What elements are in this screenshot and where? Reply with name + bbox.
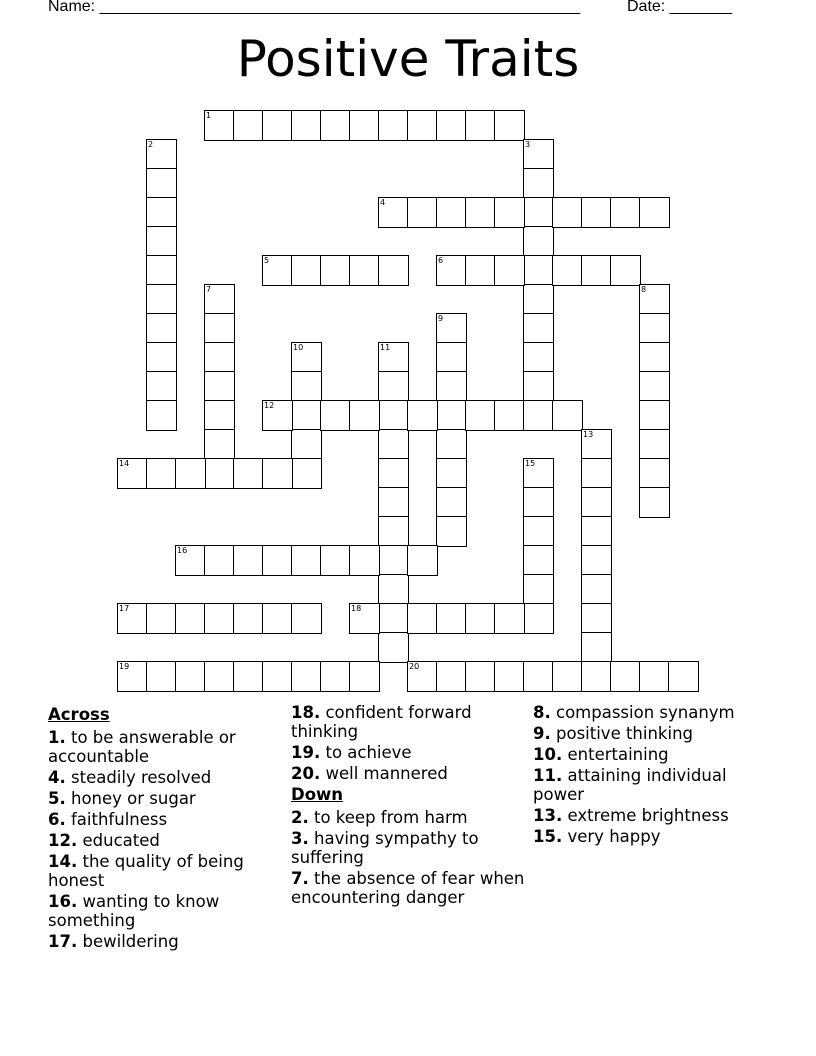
grid-cell[interactable] bbox=[146, 197, 177, 228]
grid-cell[interactable] bbox=[639, 197, 670, 228]
grid-cell[interactable] bbox=[146, 226, 177, 257]
clue-number: 20. bbox=[291, 764, 321, 783]
grid-cell[interactable] bbox=[465, 110, 496, 141]
clue-number: 13. bbox=[533, 806, 563, 825]
grid-cell[interactable] bbox=[523, 197, 554, 228]
grid-cell[interactable] bbox=[494, 603, 525, 634]
cell-number: 18 bbox=[351, 604, 362, 613]
clue-across-20 bbox=[291, 764, 529, 783]
grid-cell[interactable] bbox=[407, 197, 438, 228]
clue-text: the quality of being honest bbox=[48, 852, 244, 890]
clue-text: entertaining bbox=[567, 745, 669, 764]
grid-cell[interactable] bbox=[552, 255, 583, 286]
grid-cell[interactable] bbox=[378, 110, 409, 141]
clue-down-2 bbox=[291, 808, 529, 827]
clue-text: positive thinking bbox=[556, 724, 694, 743]
down-heading: Down bbox=[291, 785, 344, 804]
grid-cell[interactable] bbox=[262, 458, 293, 489]
grid-cell[interactable] bbox=[523, 284, 554, 315]
grid-cell[interactable] bbox=[378, 516, 409, 547]
grid-cell[interactable] bbox=[378, 197, 409, 228]
grid-cell[interactable] bbox=[349, 110, 380, 141]
cell-number: 1 bbox=[206, 111, 212, 120]
clue-across-1 bbox=[48, 728, 286, 766]
cell-number: 9 bbox=[438, 314, 444, 323]
grid-cell[interactable] bbox=[291, 661, 322, 692]
grid-cell[interactable] bbox=[117, 603, 148, 634]
grid-cell[interactable] bbox=[349, 545, 380, 576]
grid-cell[interactable] bbox=[233, 545, 264, 576]
clue-number: 17. bbox=[48, 932, 78, 951]
grid-cell[interactable] bbox=[175, 545, 206, 576]
cell-number: 11 bbox=[380, 343, 391, 352]
grid-cell[interactable] bbox=[436, 110, 467, 141]
grid-cell[interactable] bbox=[436, 400, 467, 431]
grid-cell[interactable] bbox=[291, 458, 322, 489]
grid-cell[interactable] bbox=[494, 110, 525, 141]
clue-across-5 bbox=[48, 789, 286, 808]
grid-cell[interactable] bbox=[407, 400, 438, 431]
grid-cell[interactable] bbox=[581, 545, 612, 576]
clue-across-4 bbox=[48, 768, 286, 787]
grid-cell[interactable] bbox=[523, 400, 554, 431]
clue-across-14 bbox=[48, 852, 286, 890]
clue-down-13 bbox=[533, 806, 771, 825]
grid-cell[interactable] bbox=[581, 661, 612, 692]
grid-cell[interactable] bbox=[552, 197, 583, 228]
grid-cell[interactable] bbox=[610, 661, 641, 692]
clue-number: 9. bbox=[533, 724, 551, 743]
cell-number: 14 bbox=[119, 459, 130, 468]
grid-cell[interactable] bbox=[523, 661, 554, 692]
cell-number: 8 bbox=[641, 285, 647, 294]
grid-cell[interactable] bbox=[378, 371, 409, 402]
cell-number: 16 bbox=[177, 546, 188, 555]
grid-cell[interactable] bbox=[378, 487, 409, 518]
grid-cell[interactable] bbox=[146, 168, 177, 199]
grid-cell[interactable] bbox=[262, 255, 293, 286]
grid-cell[interactable] bbox=[378, 545, 409, 576]
clue-text: extreme brightness bbox=[567, 806, 729, 825]
grid-cell[interactable] bbox=[291, 429, 322, 460]
clue-column-3 bbox=[533, 703, 771, 848]
grid-cell[interactable] bbox=[349, 255, 380, 286]
clue-across-12 bbox=[48, 831, 286, 850]
grid-cell[interactable] bbox=[523, 168, 554, 199]
clue-number: 18. bbox=[291, 703, 321, 722]
grid-cell[interactable] bbox=[320, 255, 351, 286]
grid-cell[interactable] bbox=[117, 661, 148, 692]
grid-cell[interactable] bbox=[204, 458, 235, 489]
clue-text: to be answerable or accountable bbox=[48, 728, 236, 766]
grid-cell[interactable] bbox=[465, 661, 496, 692]
clue-down-15 bbox=[533, 827, 771, 846]
clue-number: 14. bbox=[48, 852, 78, 871]
grid-cell[interactable] bbox=[407, 603, 438, 634]
clue-text: to achieve bbox=[325, 743, 412, 762]
grid-cell[interactable] bbox=[668, 661, 699, 692]
grid-cell[interactable] bbox=[494, 661, 525, 692]
grid-cell[interactable] bbox=[204, 110, 235, 141]
cell-number: 3 bbox=[525, 140, 531, 149]
grid-cell[interactable] bbox=[378, 458, 409, 489]
grid-cell[interactable] bbox=[262, 603, 293, 634]
grid-cell[interactable] bbox=[146, 284, 177, 315]
clue-number: 19. bbox=[291, 743, 321, 762]
clue-text: steadily resolved bbox=[71, 768, 212, 787]
cell-number: 2 bbox=[148, 140, 154, 149]
clue-number: 11. bbox=[533, 766, 563, 785]
grid-cell[interactable] bbox=[262, 400, 293, 431]
grid-cell[interactable] bbox=[291, 342, 322, 373]
grid-cell[interactable] bbox=[465, 255, 496, 286]
grid-cell[interactable] bbox=[552, 400, 583, 431]
grid-cell[interactable] bbox=[378, 255, 409, 286]
cell-number: 6 bbox=[438, 256, 444, 265]
grid-cell[interactable] bbox=[465, 197, 496, 228]
grid-cell[interactable] bbox=[204, 342, 235, 373]
grid-cell[interactable] bbox=[436, 313, 467, 344]
grid-cell[interactable] bbox=[175, 458, 206, 489]
grid-cell[interactable] bbox=[436, 429, 467, 460]
clue-text: honey or sugar bbox=[71, 789, 196, 808]
grid-cell[interactable] bbox=[523, 516, 554, 547]
grid-cell[interactable] bbox=[320, 661, 351, 692]
grid-cell[interactable] bbox=[175, 603, 206, 634]
grid-cell[interactable] bbox=[291, 545, 322, 576]
grid-cell[interactable] bbox=[349, 400, 380, 431]
clue-number: 7. bbox=[291, 869, 309, 888]
cell-number: 15 bbox=[525, 459, 536, 468]
clue-text: very happy bbox=[567, 827, 661, 846]
cell-number: 19 bbox=[119, 662, 130, 671]
grid-cell[interactable] bbox=[523, 487, 554, 518]
clue-down-3 bbox=[291, 829, 529, 867]
grid-cell[interactable] bbox=[581, 632, 612, 663]
grid-cell[interactable] bbox=[407, 110, 438, 141]
page-title: Positive Traits bbox=[236, 30, 580, 88]
grid-cell[interactable] bbox=[581, 458, 612, 489]
grid-cell[interactable] bbox=[146, 603, 177, 634]
grid-cell[interactable] bbox=[436, 603, 467, 634]
clue-number: 3. bbox=[291, 829, 309, 848]
grid-cell[interactable] bbox=[639, 342, 670, 373]
grid-cell[interactable] bbox=[146, 400, 177, 431]
clue-down-9 bbox=[533, 724, 771, 743]
clue-column-2 bbox=[291, 703, 529, 909]
clue-number: 12. bbox=[48, 831, 78, 850]
grid-cell[interactable] bbox=[436, 661, 467, 692]
grid-cell[interactable] bbox=[581, 516, 612, 547]
cell-number: 17 bbox=[119, 604, 130, 613]
grid-cell[interactable] bbox=[436, 458, 467, 489]
grid-cell[interactable] bbox=[436, 255, 467, 286]
grid-cell[interactable] bbox=[262, 110, 293, 141]
across-heading: Across bbox=[48, 705, 110, 724]
clue-number: 8. bbox=[533, 703, 551, 722]
grid-cell[interactable] bbox=[494, 400, 525, 431]
cell-number: 20 bbox=[409, 662, 420, 671]
clue-across-18 bbox=[291, 703, 529, 741]
grid-cell[interactable] bbox=[523, 313, 554, 344]
grid-cell[interactable] bbox=[204, 603, 235, 634]
grid-cell[interactable] bbox=[320, 110, 351, 141]
grid-cell[interactable] bbox=[436, 516, 467, 547]
grid-cell[interactable] bbox=[233, 603, 264, 634]
grid-cell[interactable] bbox=[494, 197, 525, 228]
cell-number: 13 bbox=[583, 430, 594, 439]
grid-cell[interactable] bbox=[523, 574, 554, 605]
grid-cell[interactable] bbox=[523, 255, 554, 286]
clue-across-17 bbox=[48, 932, 286, 951]
grid-cell[interactable] bbox=[639, 400, 670, 431]
grid-cell[interactable] bbox=[204, 400, 235, 431]
grid-cell[interactable] bbox=[320, 400, 351, 431]
grid-cell[interactable] bbox=[639, 371, 670, 402]
grid-cell[interactable] bbox=[523, 458, 554, 489]
grid-cell[interactable] bbox=[204, 661, 235, 692]
grid-cell[interactable] bbox=[146, 458, 177, 489]
grid-cell[interactable] bbox=[378, 342, 409, 373]
grid-cell[interactable] bbox=[436, 197, 467, 228]
grid-cell[interactable] bbox=[436, 371, 467, 402]
clue-across-19 bbox=[291, 743, 529, 762]
clue-number: 4. bbox=[48, 768, 66, 787]
grid-cell[interactable] bbox=[639, 458, 670, 489]
clue-text: wanting to know something bbox=[48, 892, 220, 930]
grid-cell[interactable] bbox=[204, 284, 235, 315]
name-field[interactable]: Name: ______________________________________________________ bbox=[48, 0, 581, 15]
grid-cell[interactable] bbox=[291, 255, 322, 286]
grid-cell[interactable] bbox=[378, 632, 409, 663]
grid-cell[interactable] bbox=[204, 545, 235, 576]
grid-cell[interactable] bbox=[262, 545, 293, 576]
cell-number: 7 bbox=[206, 285, 212, 294]
grid-cell[interactable] bbox=[262, 661, 293, 692]
grid-cell[interactable] bbox=[146, 661, 177, 692]
cell-number: 4 bbox=[380, 198, 386, 207]
clue-number: 6. bbox=[48, 810, 66, 829]
grid-cell[interactable] bbox=[581, 574, 612, 605]
grid-cell[interactable] bbox=[610, 255, 641, 286]
grid-cell[interactable] bbox=[146, 371, 177, 402]
grid-cell[interactable] bbox=[407, 661, 438, 692]
clue-down-8 bbox=[533, 703, 771, 722]
grid-cell[interactable] bbox=[291, 400, 322, 431]
grid-cell[interactable] bbox=[291, 110, 322, 141]
grid-cell[interactable] bbox=[378, 574, 409, 605]
clue-number: 10. bbox=[533, 745, 563, 764]
grid-cell[interactable] bbox=[204, 313, 235, 344]
grid-cell[interactable] bbox=[639, 487, 670, 518]
clue-down-7 bbox=[291, 869, 529, 907]
clue-text: well mannered bbox=[325, 764, 448, 783]
grid-cell[interactable] bbox=[378, 429, 409, 460]
clue-text: the absence of fear when encountering danger bbox=[291, 869, 525, 907]
grid-cell[interactable] bbox=[204, 371, 235, 402]
grid-cell[interactable] bbox=[581, 255, 612, 286]
cell-number: 10 bbox=[293, 343, 304, 352]
date-field[interactable]: Date: _______ bbox=[627, 0, 732, 15]
grid-cell[interactable] bbox=[320, 545, 351, 576]
grid-cell[interactable] bbox=[407, 545, 438, 576]
clue-across-6 bbox=[48, 810, 286, 829]
grid-cell[interactable] bbox=[581, 429, 612, 460]
grid-cell[interactable] bbox=[378, 603, 409, 634]
grid-cell[interactable] bbox=[378, 400, 409, 431]
grid-cell[interactable] bbox=[146, 139, 177, 170]
clue-column-1 bbox=[48, 703, 286, 953]
clue-down-11 bbox=[533, 766, 771, 804]
clue-across-16 bbox=[48, 892, 286, 930]
grid-cell[interactable] bbox=[204, 429, 235, 460]
grid-cell[interactable] bbox=[581, 603, 612, 634]
clue-number: 16. bbox=[48, 892, 78, 911]
cell-number: 5 bbox=[264, 256, 270, 265]
clue-down-10 bbox=[533, 745, 771, 764]
clue-text: to keep from harm bbox=[314, 808, 468, 827]
grid-cell[interactable] bbox=[146, 342, 177, 373]
clue-number: 2. bbox=[291, 808, 309, 827]
grid-cell[interactable] bbox=[523, 545, 554, 576]
grid-cell[interactable] bbox=[146, 255, 177, 286]
grid-cell[interactable] bbox=[465, 400, 496, 431]
grid-cell[interactable] bbox=[175, 661, 206, 692]
grid-cell[interactable] bbox=[465, 603, 496, 634]
grid-cell[interactable] bbox=[233, 110, 264, 141]
clue-number: 1. bbox=[48, 728, 66, 747]
grid-cell[interactable] bbox=[523, 226, 554, 257]
grid-cell[interactable] bbox=[552, 661, 583, 692]
grid-cell[interactable] bbox=[349, 603, 380, 634]
clue-text: faithfulness bbox=[71, 810, 168, 829]
clue-text: educated bbox=[82, 831, 160, 850]
clue-number: 15. bbox=[533, 827, 563, 846]
grid-cell[interactable] bbox=[581, 487, 612, 518]
clue-text: confident forward thinking bbox=[291, 703, 472, 741]
grid-cell[interactable] bbox=[523, 139, 554, 170]
grid-cell[interactable] bbox=[581, 197, 612, 228]
grid-cell[interactable] bbox=[146, 313, 177, 344]
grid-cell[interactable] bbox=[523, 603, 554, 634]
grid-cell[interactable] bbox=[523, 371, 554, 402]
cell-number: 12 bbox=[264, 401, 275, 410]
clue-text: having sympathy to suffering bbox=[291, 829, 479, 867]
clue-text: attaining individual power bbox=[533, 766, 727, 804]
clue-number: 5. bbox=[48, 789, 66, 808]
clue-text: compassion synanym bbox=[556, 703, 735, 722]
clue-text: bewildering bbox=[82, 932, 179, 951]
grid-cell[interactable] bbox=[349, 661, 380, 692]
grid-cell[interactable] bbox=[291, 603, 322, 634]
grid-cell[interactable] bbox=[639, 284, 670, 315]
grid-cell[interactable] bbox=[639, 429, 670, 460]
grid-cell[interactable] bbox=[436, 342, 467, 373]
grid-cell[interactable] bbox=[233, 458, 264, 489]
grid-cell[interactable] bbox=[436, 487, 467, 518]
grid-cell[interactable] bbox=[494, 255, 525, 286]
grid-cell[interactable] bbox=[610, 197, 641, 228]
grid-cell[interactable] bbox=[639, 661, 670, 692]
grid-cell[interactable] bbox=[523, 342, 554, 373]
grid-cell[interactable] bbox=[233, 661, 264, 692]
grid-cell[interactable] bbox=[291, 371, 322, 402]
grid-cell[interactable] bbox=[639, 313, 670, 344]
grid-cell[interactable] bbox=[117, 458, 148, 489]
